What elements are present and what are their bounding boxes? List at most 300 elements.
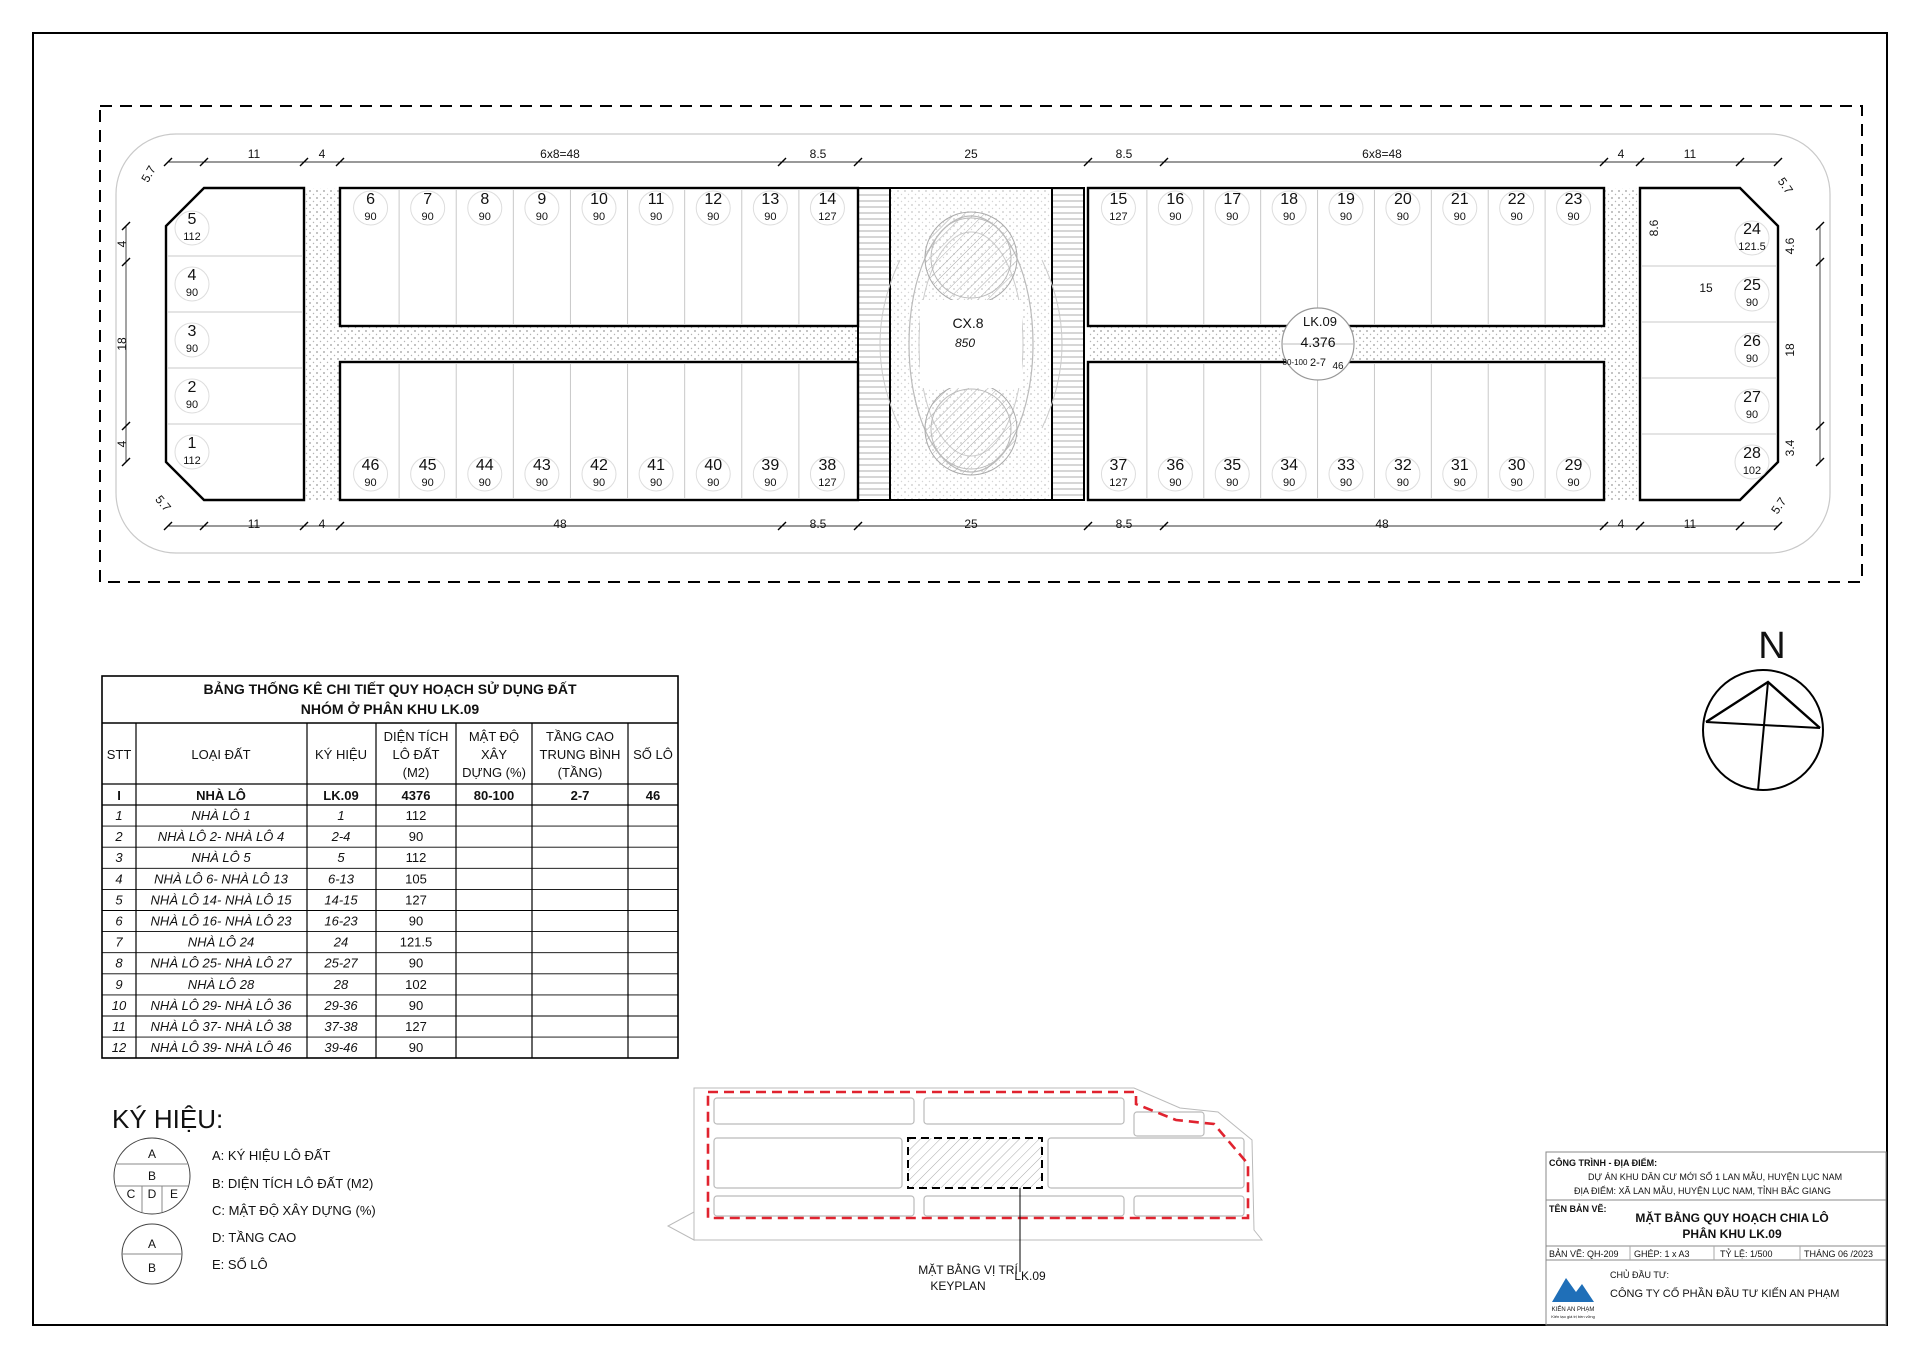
row-symbol: 24 (333, 934, 349, 950)
lot-number: 7 (423, 191, 433, 208)
lot-area: 102 (1742, 465, 1762, 477)
block-label-lk09 (1282, 308, 1354, 380)
left-dimensions (115, 240, 129, 447)
lot-area: 90 (1169, 477, 1182, 489)
lot-area: 127 (1109, 211, 1128, 223)
row-land-type: NHÀ LÔ 24 (187, 934, 255, 950)
lot-number: 31 (1450, 457, 1469, 474)
lot-area: 90 (185, 399, 199, 411)
project-name: DỰ ÁN KHU DÂN CƯ MỚI SỐ 1 LAN MẪU, HUYỆN LỤC NAM (1588, 1172, 1843, 1182)
legend-symbol-full (114, 1138, 190, 1214)
lot-32 (1386, 457, 1420, 491)
lot-30 (1500, 457, 1534, 491)
paper-size: GHÉP: 1 x A3 (1634, 1249, 1690, 1259)
block-code: LK.09 (1303, 314, 1337, 329)
lot-42 (582, 457, 616, 491)
dim-bottom-corner-left: 5.7 (152, 492, 174, 515)
lot-area: 90 (185, 287, 199, 299)
lot-number: 16 (1166, 191, 1185, 208)
path-mid-left (340, 327, 858, 362)
lot-number: 38 (818, 457, 837, 474)
row-land-type: NHÀ LÔ 25- NHÀ LÔ 27 (150, 955, 292, 971)
row-land-type: NHÀ LÔ 29- NHÀ LÔ 36 (150, 997, 292, 1013)
summary-stt: I (117, 788, 121, 803)
dim-right-bottom: 3.4 (1783, 439, 1797, 457)
lot-number: 34 (1280, 457, 1299, 474)
lot-16 (1158, 191, 1192, 225)
summary-symbol: LK.09 (323, 788, 359, 803)
dim-top-right-end: 11 (1683, 147, 1697, 161)
lot-area: 90 (592, 211, 606, 223)
ramp-right (1052, 188, 1084, 500)
lot-number: 21 (1450, 191, 1469, 208)
col-header-floors-1: TẦNG CAO (546, 729, 614, 744)
lot-33 (1329, 457, 1363, 491)
summary-density: 80-100 (473, 788, 515, 803)
table-row (112, 1019, 427, 1034)
dim-right-mid: 18 (1783, 343, 1797, 357)
lot-number: 40 (704, 457, 723, 474)
row-land-type: NHÀ LÔ 39- NHÀ LÔ 46 (150, 1040, 292, 1056)
lot-13 (753, 191, 787, 225)
lot-number: 8 (480, 191, 490, 208)
lot-11 (639, 191, 673, 225)
legend-simple-letter-a: A (147, 1237, 157, 1251)
row-stt: 4 (115, 871, 123, 887)
row-stt: 3 (115, 850, 123, 866)
logo-mountain-icon (1552, 1278, 1594, 1302)
row-stt: 12 (111, 1040, 127, 1056)
lot-number: 1 (187, 435, 197, 452)
lot-number: 20 (1393, 191, 1412, 208)
drawing-title-1: MẶT BẰNG QUY HOẠCH CHIA LÔ (1635, 1211, 1829, 1225)
row-stt: 5 (115, 892, 123, 908)
lot-number: 35 (1223, 457, 1242, 474)
lot-area: 90 (1282, 211, 1296, 223)
table-title-line2: NHÓM Ở PHÂN KHU LK.09 (300, 701, 480, 717)
row-land-type: NHÀ LÔ 37- NHÀ LÔ 38 (150, 1019, 292, 1034)
legend-letter-b: B (147, 1169, 157, 1183)
lot-area: 90 (535, 211, 549, 223)
owner-name: CÔNG TY CỔ PHẦN ĐẦU TƯ KIẾN AN PHẠM (1610, 1288, 1840, 1300)
dim-right-width: 15 (1699, 281, 1713, 295)
row-area: 127 (405, 1019, 427, 1034)
summary-row (117, 788, 660, 803)
lot-number: 14 (818, 191, 837, 208)
lot-number: 5 (187, 211, 197, 228)
lot-14 (810, 191, 844, 225)
lot-number: 26 (1743, 333, 1761, 350)
dim-right-setback: 8.6 (1647, 219, 1661, 237)
lot-area: 90 (478, 211, 491, 223)
lot-area: 90 (364, 477, 377, 489)
col-header-land-type: LOẠI ĐẤT (191, 747, 251, 762)
lot-18 (1272, 191, 1306, 225)
lot-40 (696, 457, 730, 491)
row-symbol: 14-15 (324, 892, 358, 908)
lot-area: 90 (649, 211, 663, 223)
lot-area: 90 (707, 211, 720, 223)
site-plan (100, 106, 1862, 582)
lot-number: 29 (1564, 457, 1583, 474)
row-land-type: NHÀ LÔ 2- NHÀ LÔ 4 (157, 829, 285, 845)
lot-number: 11 (647, 191, 665, 208)
row-symbol: 25-27 (324, 955, 358, 971)
row-area: 102 (405, 976, 427, 992)
summary-area: 4376 (401, 788, 431, 803)
lot-area: 90 (1339, 211, 1353, 223)
table-row (115, 808, 426, 823)
row-stt: 11 (112, 1019, 126, 1034)
dim-top-right-ramp: 8.5 (1115, 147, 1133, 161)
table-row (115, 956, 423, 971)
dim-top-right-path: 4 (1617, 147, 1625, 161)
block-lots: 46 (1332, 361, 1344, 372)
lot-number: 42 (590, 457, 608, 474)
block-area: 4.376 (1300, 334, 1336, 350)
row-area: 112 (405, 808, 427, 823)
title-block (1546, 1152, 1886, 1325)
summary-floors: 2-7 (570, 788, 590, 803)
row-area: 90 (408, 829, 424, 845)
park-area: 850 (954, 336, 976, 350)
row-symbol: 37-38 (324, 1019, 358, 1034)
lot-29 (1557, 457, 1591, 491)
lot-area: 90 (764, 211, 777, 223)
dim-bottom-corner-right: 5.7 (1768, 494, 1790, 517)
row-stt: 10 (111, 997, 127, 1013)
legend (112, 1104, 376, 1284)
dim-bottom-left-ramp: 8.5 (809, 517, 827, 531)
lot-39 (753, 457, 787, 491)
lot-27 (1735, 389, 1769, 423)
keyplan-label-line1: MẶT BẰNG VỊ TRÍ (918, 1263, 1018, 1277)
lot-area: 112 (183, 231, 201, 243)
owner-heading: CHỦ ĐẦU TƯ: (1610, 1270, 1670, 1280)
row-area: 127 (405, 892, 427, 908)
project-location: ĐỊA ĐIỂM: XÃ LAN MẪU, HUYỆN LỤC NAM, TỈNH BẮC GIANG (1574, 1186, 1831, 1196)
col-header-stt: STT (106, 747, 132, 762)
lot-area: 90 (185, 343, 199, 355)
row-symbol: 6-13 (327, 871, 355, 887)
lot-21 (1443, 191, 1477, 225)
row-area: 121.5 (399, 934, 433, 950)
block-density: 80-100 (1282, 358, 1308, 367)
lot-number: 4 (187, 267, 197, 284)
lot-8 (468, 191, 502, 225)
legend-item-e: E: SỐ LÔ (212, 1257, 268, 1272)
lot-46 (354, 457, 388, 491)
dim-top-corner-left: 5.7 (138, 163, 159, 185)
dim-left-mid: 18 (115, 337, 129, 351)
lot-area: 90 (1226, 211, 1239, 223)
lot-9 (525, 191, 559, 225)
lot-number: 46 (361, 457, 380, 474)
row-symbol: 29-36 (324, 997, 358, 1013)
lot-number: 19 (1337, 191, 1355, 208)
legend-letter-d: D (147, 1187, 157, 1201)
lot-number: 37 (1109, 457, 1128, 474)
lot-number: 13 (761, 191, 780, 208)
legend-item-d: D: TẦNG CAO (212, 1230, 297, 1245)
north-label: N (1758, 625, 1786, 667)
legend-title: KÝ HIỆU: (112, 1104, 224, 1134)
lot-20 (1386, 191, 1420, 225)
lot-area: 112 (183, 455, 201, 467)
keyplan (668, 1088, 1262, 1293)
row-area: 90 (408, 997, 424, 1013)
drawing-scale: TỶ LỆ: 1/500 (1720, 1249, 1773, 1259)
row-land-type: NHÀ LÔ 6- NHÀ LÔ 13 (154, 871, 288, 887)
lot-area: 90 (1510, 211, 1523, 223)
path-left-vertical (304, 188, 340, 500)
lot-number: 44 (475, 457, 494, 474)
lot-area: 90 (1510, 477, 1523, 489)
table-row (114, 829, 423, 844)
lot-3 (175, 323, 209, 357)
lot-number: 23 (1564, 191, 1583, 208)
lot-number: 18 (1280, 191, 1299, 208)
legend-item-c: C: MẬT ĐỘ XÂY DỰNG (%) (212, 1203, 376, 1218)
lot-4 (175, 267, 209, 301)
lot-area: 127 (818, 211, 837, 223)
north-arrow (1703, 625, 1823, 790)
lot-number: 15 (1109, 191, 1128, 208)
lot-area: 90 (1396, 477, 1410, 489)
logo-tagline: Kiến tạo giá trị bền vững (1551, 1314, 1595, 1319)
lot-number: 45 (418, 457, 437, 474)
summary-land-type: NHÀ LÔ (196, 788, 246, 803)
lot-10 (582, 191, 616, 225)
row-stt: 2 (115, 829, 123, 845)
lot-number: 12 (704, 191, 723, 208)
table-title-line1: BẢNG THỐNG KÊ CHI TIẾT QUY HOẠCH SỬ DỤNG ĐẤT (203, 681, 577, 697)
lot-36 (1158, 457, 1192, 491)
keyplan-site-label: LK.09 (1014, 1269, 1046, 1283)
row-symbol: 39-46 (324, 1040, 358, 1056)
dim-top-left-ramp: 8.5 (809, 147, 827, 161)
lot-area: 90 (421, 211, 434, 223)
lot-45 (411, 457, 445, 491)
dim-bottom-left-path: 4 (318, 517, 326, 531)
lot-43 (525, 457, 559, 491)
lot-15 (1101, 191, 1135, 225)
row-stt: 8 (115, 955, 123, 971)
lot-number: 33 (1337, 457, 1355, 474)
row-symbol: 5 (337, 850, 345, 866)
lot-6 (354, 191, 388, 225)
lot-23 (1557, 191, 1591, 225)
col-header-density-2: XÂY (480, 747, 508, 762)
row-stt: 1 (115, 808, 123, 823)
row-area: 105 (405, 871, 427, 887)
lot-area: 90 (1226, 477, 1239, 489)
lot-25 (1735, 277, 1769, 311)
lot-number: 39 (761, 457, 780, 474)
keyplan-label-line2: KEYPLAN (930, 1279, 986, 1293)
lot-number: 30 (1507, 457, 1526, 474)
col-header-area-2: LÔ ĐẤT (392, 747, 440, 762)
lot-number: 9 (537, 191, 547, 208)
legend-item-a: A: KÝ HIỆU LÔ ĐẤT (212, 1148, 331, 1163)
drawing-heading: TÊN BẢN VẼ: (1549, 1204, 1607, 1214)
row-stt: 7 (115, 934, 123, 950)
lot-22 (1500, 191, 1534, 225)
row-symbol: 16-23 (324, 913, 358, 929)
row-land-type: NHÀ LÔ 28 (187, 976, 255, 992)
company-logo (1551, 1278, 1595, 1319)
lot-number: 41 (647, 457, 666, 474)
col-header-area-3: (M2) (402, 765, 430, 780)
lot-area: 90 (1396, 211, 1410, 223)
lot-area: 90 (1339, 477, 1353, 489)
drawing-date: THÁNG 06 /2023 (1804, 1249, 1874, 1259)
table-row (115, 871, 426, 886)
legend-letter-c: C (126, 1187, 136, 1201)
col-header-symbol: KÝ HIỆU (314, 747, 368, 762)
lot-area: 90 (649, 477, 663, 489)
lot-area: 90 (1453, 477, 1466, 489)
col-header-lot-count: SỐ LÔ (633, 747, 673, 762)
lot-number: 2 (187, 379, 197, 396)
dim-bottom-left-end: 11 (247, 517, 261, 531)
row-symbol: 2-4 (331, 829, 351, 845)
lot-38 (810, 457, 844, 491)
lot-24 (1735, 221, 1769, 255)
legend-letter-e: E (169, 1187, 179, 1201)
legend-simple-letter-b: B (147, 1261, 157, 1275)
dim-top-left-end: 11 (247, 147, 261, 161)
row-area: 112 (405, 850, 427, 866)
dim-top-left-path: 4 (318, 147, 326, 161)
block-floors: 2-7 (1310, 357, 1326, 369)
lot-number: 25 (1743, 277, 1761, 294)
lot-number: 36 (1166, 457, 1185, 474)
dim-top-right-lots: 6x8=48 (1362, 147, 1402, 161)
col-header-density-3: DỰNG (%) (462, 765, 526, 780)
lot-area: 90 (1567, 211, 1580, 223)
lot-area: 121.5 (1738, 241, 1766, 253)
lot-number: 17 (1223, 191, 1242, 208)
lot-number: 28 (1743, 445, 1761, 462)
table-row (115, 892, 426, 907)
lot-number: 3 (187, 323, 197, 340)
legend-letter-a: A (147, 1147, 157, 1161)
dim-bottom-park: 25 (964, 517, 978, 531)
path-right-vertical (1604, 188, 1640, 500)
row-symbol: 28 (333, 976, 349, 992)
lot-17 (1215, 191, 1249, 225)
dim-bottom-right-lots: 48 (1375, 517, 1389, 531)
keyplan-site-lk09 (908, 1138, 1042, 1188)
lot-31 (1443, 457, 1477, 491)
lot-7 (411, 191, 445, 225)
lot-area: 127 (1109, 477, 1128, 489)
lot-number: 6 (366, 191, 376, 208)
dim-top-corner-right: 5.7 (1774, 174, 1796, 197)
lot-number: 27 (1743, 389, 1761, 406)
land-use-table (102, 676, 678, 1058)
dim-right-top: 4.6 (1783, 237, 1797, 255)
lot-34 (1272, 457, 1306, 491)
park-code: CX.8 (952, 315, 984, 331)
lot-19 (1329, 191, 1363, 225)
lot-area: 90 (364, 211, 377, 223)
lot-35 (1215, 457, 1249, 491)
lot-area: 90 (535, 477, 549, 489)
project-heading: CÔNG TRÌNH - ĐỊA ĐIỂM: (1549, 1158, 1658, 1168)
dim-top-left-lots: 6x8=48 (540, 147, 580, 161)
dim-bottom-right-ramp: 8.5 (1115, 517, 1133, 531)
row-stt: 6 (115, 913, 123, 929)
keyplan-road-arrow (668, 1212, 694, 1240)
lot-area: 90 (421, 477, 434, 489)
lot-area: 90 (764, 477, 777, 489)
row-area: 90 (408, 913, 424, 929)
lot-area: 90 (1745, 409, 1759, 421)
dim-bottom-left-lots: 48 (553, 517, 567, 531)
table-row (115, 935, 432, 950)
sheet-number: BẢN VẼ: QH-209 (1549, 1249, 1619, 1259)
row-land-type: NHÀ LÔ 14- NHÀ LÔ 15 (150, 892, 292, 908)
drawing-title-2: PHÂN KHU LK.09 (1682, 1227, 1782, 1241)
logo-text: KIẾN AN PHẠM (1551, 1307, 1595, 1313)
lot-5 (175, 211, 209, 245)
dim-bottom-right-path: 4 (1617, 517, 1625, 531)
summary-lot-count: 46 (645, 788, 661, 803)
col-header-floors-2: TRUNG BÌNH (539, 747, 621, 762)
col-header-area-1: DIỆN TÍCH (383, 729, 449, 744)
table-row (115, 914, 423, 929)
ramp-left (858, 188, 890, 500)
lot-area: 127 (818, 477, 837, 489)
table-row (115, 977, 426, 992)
lot-area: 90 (478, 477, 491, 489)
dim-left-bottom: 4 (115, 440, 129, 448)
lot-number: 32 (1393, 457, 1412, 474)
lot-12 (696, 191, 730, 225)
lot-area: 90 (1453, 211, 1466, 223)
row-land-type: NHÀ LÔ 1 (191, 808, 251, 823)
dim-bottom-right-end: 11 (1683, 517, 1697, 531)
lot-area: 90 (1745, 297, 1759, 309)
legend-symbol-simple (122, 1224, 182, 1284)
lot-26 (1735, 333, 1769, 367)
lot-41 (639, 457, 673, 491)
lot-number: 43 (532, 457, 551, 474)
col-header-floors-3: (TẦNG) (557, 765, 603, 780)
lot-area: 90 (1567, 477, 1580, 489)
dim-top-park: 25 (964, 147, 978, 161)
lot-number: 22 (1507, 191, 1526, 208)
lot-2 (175, 379, 209, 413)
lot-37 (1101, 457, 1135, 491)
lot-number: 24 (1743, 221, 1761, 238)
dim-left-top: 4 (115, 240, 129, 248)
lot-area: 90 (592, 477, 606, 489)
lot-number: 10 (590, 191, 608, 208)
col-header-density-1: MẬT ĐỘ (468, 729, 520, 744)
lot-44 (468, 457, 502, 491)
lot-area: 90 (1282, 477, 1296, 489)
row-area: 90 (408, 1040, 424, 1056)
lot-1 (175, 435, 209, 469)
row-land-type: NHÀ LÔ 5 (191, 850, 251, 866)
row-stt: 9 (115, 976, 123, 992)
row-area: 90 (408, 955, 424, 971)
legend-item-b: B: DIỆN TÍCH LÔ ĐẤT (M2) (212, 1176, 374, 1191)
lot-area: 90 (1745, 353, 1759, 365)
